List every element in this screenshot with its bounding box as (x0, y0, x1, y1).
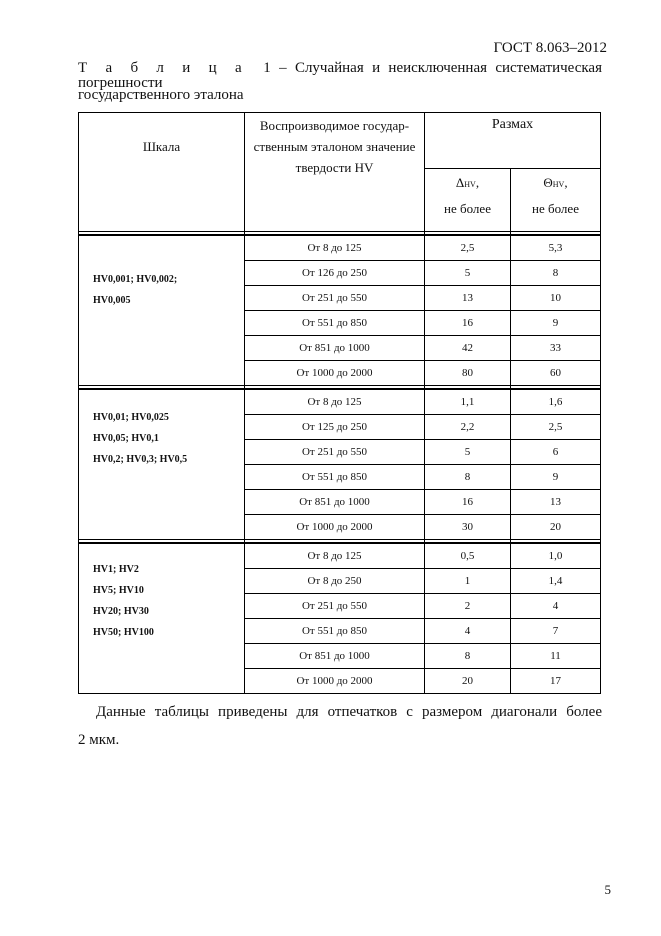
header-theta-note: не более (532, 201, 579, 216)
delta-cell: 1 (425, 569, 511, 594)
table-caption-title: – Случайная и неисключенная систематическая погрешности (78, 60, 602, 91)
delta-cell: 80 (425, 361, 511, 386)
range-cell: От 8 до 250 (245, 569, 425, 594)
delta-cell: 2,5 (425, 235, 511, 261)
theta-cell: 11 (511, 644, 601, 669)
delta-cell: 5 (425, 261, 511, 286)
table-caption-label: Т а б л и ц а (78, 60, 247, 76)
theta-cell: 8 (511, 261, 601, 286)
theta-cell: 9 (511, 465, 601, 490)
delta-cell: 42 (425, 336, 511, 361)
header-reproduced-value (245, 113, 425, 232)
delta-cell: 16 (425, 311, 511, 336)
theta-cell: 4 (511, 594, 601, 619)
delta-cell: 5 (425, 440, 511, 465)
scale-line: HV50; HV100 (93, 627, 154, 638)
range-cell: От 8 до 125 (245, 543, 425, 569)
range-cell: От 1000 до 2000 (245, 669, 425, 694)
range-cell: От 126 до 250 (245, 261, 425, 286)
scale-cell (79, 389, 245, 540)
theta-cell: 2,5 (511, 415, 601, 440)
table-row (79, 389, 601, 415)
scale-line: HV0,01; HV0,025 (93, 412, 169, 423)
range-cell: От 251 до 550 (245, 440, 425, 465)
delta-cell: 20 (425, 669, 511, 694)
range-cell: От 551 до 850 (245, 311, 425, 336)
header-reproduced-line: ственным эталоном значение (253, 139, 416, 154)
range-cell: От 551 до 850 (245, 619, 425, 644)
range-cell: От 8 до 125 (245, 235, 425, 261)
table-caption-line2: государственного эталона (78, 87, 244, 103)
range-cell: От 8 до 125 (245, 389, 425, 415)
theta-cell: 9 (511, 311, 601, 336)
scale-line: HV0,005 (93, 295, 131, 306)
theta-cell: 7 (511, 619, 601, 644)
range-cell: От 851 до 1000 (245, 336, 425, 361)
table-caption-number: 1 (263, 60, 271, 76)
range-cell: От 1000 до 2000 (245, 515, 425, 540)
header-delta (425, 169, 511, 232)
note-paragraph-line2: 2 мкм. (78, 732, 120, 748)
error-table (78, 112, 601, 694)
header-theta-symbol: ΘHV, (543, 175, 568, 190)
scale-cell (79, 235, 245, 386)
delta-cell: 0,5 (425, 543, 511, 569)
delta-cell: 16 (425, 490, 511, 515)
header-delta-symbol: ΔHV, (455, 175, 480, 190)
scale-cell (79, 543, 245, 694)
theta-cell: 1,0 (511, 543, 601, 569)
delta-cell: 30 (425, 515, 511, 540)
scale-line: HV0,2; HV0,3; HV0,5 (93, 454, 188, 465)
range-cell: От 851 до 1000 (245, 490, 425, 515)
delta-cell: 1,1 (425, 389, 511, 415)
header-reproduced-line: Воспроизводимое государ- (259, 118, 410, 133)
scale-line: HV20; HV30 (93, 606, 149, 617)
theta-cell: 6 (511, 440, 601, 465)
page-number: 5 (604, 882, 611, 897)
delta-cell: 13 (425, 286, 511, 311)
theta-cell: 10 (511, 286, 601, 311)
theta-cell: 1,4 (511, 569, 601, 594)
scale-line: HV5; HV10 (93, 585, 144, 596)
document-code: ГОСТ 8.063–2012 (493, 40, 607, 56)
theta-cell: 17 (511, 669, 601, 694)
theta-cell: 20 (511, 515, 601, 540)
theta-cell: 5,3 (511, 235, 601, 261)
delta-cell: 8 (425, 465, 511, 490)
header-reproduced-line: твердости HV (295, 160, 374, 175)
header-scale: Шкала (79, 113, 245, 232)
delta-cell: 2,2 (425, 415, 511, 440)
theta-cell: 13 (511, 490, 601, 515)
header-delta-note: не более (444, 201, 491, 216)
scale-line: HV1; HV2 (93, 564, 139, 575)
header-range: Размах (425, 113, 601, 169)
range-cell: От 551 до 850 (245, 465, 425, 490)
table-row (79, 235, 601, 261)
range-cell: От 851 до 1000 (245, 644, 425, 669)
range-cell: От 251 до 550 (245, 286, 425, 311)
delta-cell: 8 (425, 644, 511, 669)
header-theta (511, 169, 601, 232)
theta-cell: 60 (511, 361, 601, 386)
range-cell: От 125 до 250 (245, 415, 425, 440)
range-cell: От 1000 до 2000 (245, 361, 425, 386)
delta-cell: 4 (425, 619, 511, 644)
table-row (79, 543, 601, 569)
delta-cell: 2 (425, 594, 511, 619)
range-cell: От 251 до 550 (245, 594, 425, 619)
note-paragraph: Данные таблицы приведены для отпечатков с размером диагонали более (96, 704, 602, 720)
theta-cell: 1,6 (511, 389, 601, 415)
theta-cell: 33 (511, 336, 601, 361)
scale-line: HV0,001; HV0,002; (93, 274, 178, 285)
scale-line: HV0,05; HV0,1 (93, 433, 159, 444)
